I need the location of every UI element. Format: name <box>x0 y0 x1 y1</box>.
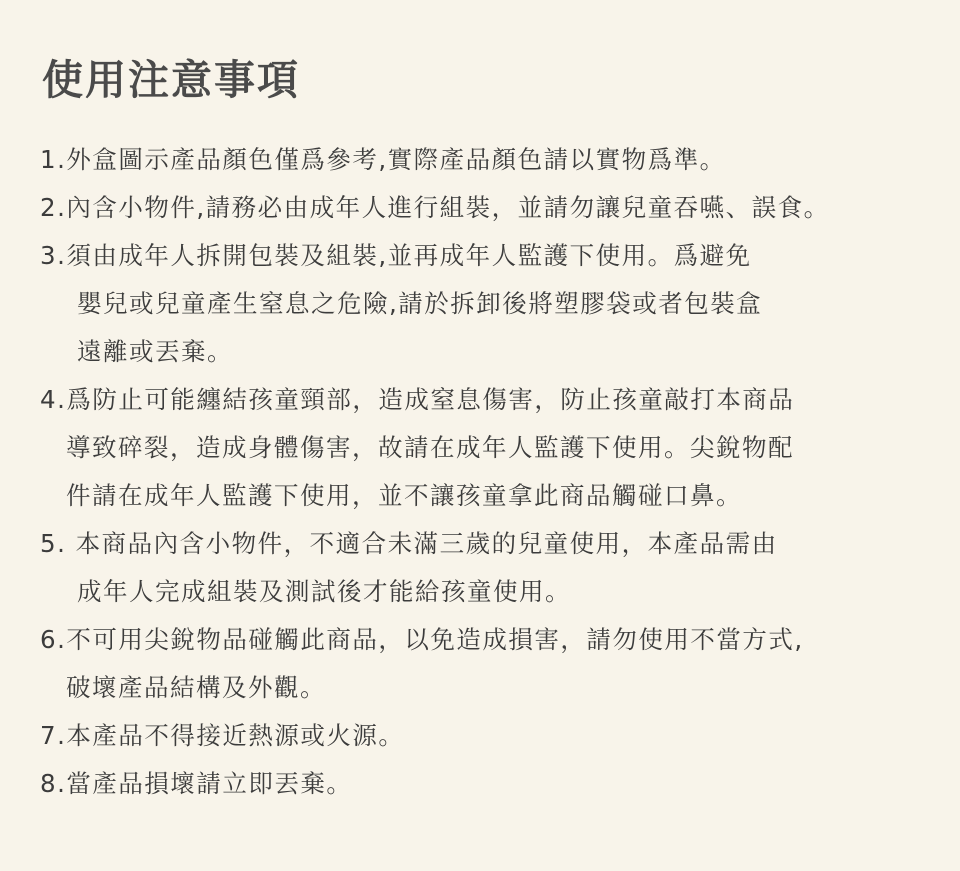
notice-item-3 <box>40 232 955 376</box>
notice-line: 8.當產品損壞請立即丟棄。 <box>40 769 353 798</box>
page-title: 使用注意事項 <box>42 56 300 104</box>
notice-line: 4.爲防止可能纏結孩童頸部，造成窒息傷害，防止孩童敲打本商品 <box>40 385 795 414</box>
notice-line: 3.須由成年人拆開包裝及組裝,並再成年人監護下使用。爲避免 <box>40 241 752 270</box>
notice-line: 導致碎裂，造成身體傷害，故請在成年人監護下使用。尖銳物配 <box>66 433 794 462</box>
notice-list <box>40 136 955 808</box>
notice-item-4 <box>40 376 955 520</box>
notice-line: 遠離或丟棄。 <box>77 337 233 366</box>
notice-line: 7.本產品不得接近熱源或火源。 <box>40 721 405 750</box>
notice-line: 1.外盒圖示產品顏色僅爲參考,實際產品顏色請以實物爲準。 <box>40 145 726 174</box>
notice-item-7 <box>40 712 955 760</box>
notice-line: 2.內含小物件,請務必由成年人進行組裝，並請勿讓兒童吞嚥、誤食。 <box>40 193 830 222</box>
notice-line: 6.不可用尖銳物品碰觸此商品，以免造成損害，請勿使用不當方式, <box>40 625 804 654</box>
notice-line: 成年人完成組裝及測試後才能給孩童使用。 <box>77 577 571 606</box>
notice-item-1 <box>40 136 955 184</box>
notice-line: 破壞產品結構及外觀。 <box>66 673 326 702</box>
notice-line: 嬰兒或兒童產生窒息之危險,請於拆卸後將塑膠袋或者包裝盒 <box>77 289 763 318</box>
notice-item-6 <box>40 616 955 712</box>
notice-line: 5. 本商品內含小物件，不適合未滿三歲的兒童使用，本產品需由 <box>40 529 778 558</box>
notice-item-8 <box>40 760 955 808</box>
notice-item-2 <box>40 184 955 232</box>
notice-item-5 <box>40 520 955 616</box>
notice-line: 件請在成年人監護下使用，並不讓孩童拿此商品觸碰口鼻。 <box>66 481 742 510</box>
